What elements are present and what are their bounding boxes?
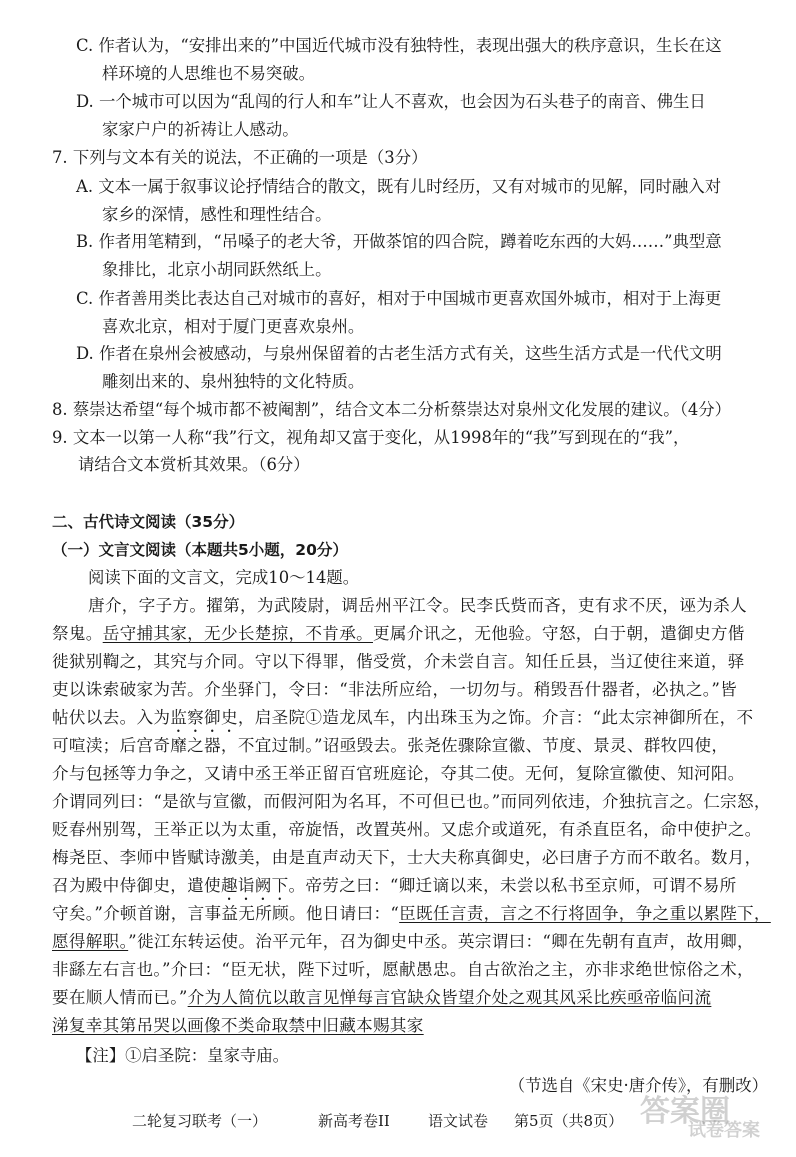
q6-option-d-cont: 家家户户的祈祷让人感动。 <box>102 120 299 139</box>
q7-option-b-cont: 象排比，北京小胡同跃然纸上。 <box>102 260 332 279</box>
passage-line-2: 祭鬼。岳守捕其家，无少长楚掠，不肯承。更属介讯之，无他验。守怒，白于朝，遣御史方偕 <box>52 624 745 643</box>
passage-line-9: 贬春州别驾，王举正以为太重，帝旋悟，改置英州。又虑介或道死，有杀直臣名，命中使护之。 <box>52 820 762 839</box>
q7-option-c-cont: 喜欢北京，相对于厦门更喜欢泉州。 <box>102 317 365 336</box>
watermark-text: 试卷答案 <box>688 1120 760 1141</box>
q7-option-c: C. 作者善用类比表达自己对城市的喜好，相对于中国城市更喜欢国外城市，相对于上海更 <box>76 289 722 308</box>
underlined-sentence-1: 岳守捕其家，无少长楚掠，不肯承。 <box>102 624 373 643</box>
q7-option-a-cont: 家乡的深情，感性和理性结合。 <box>102 205 332 224</box>
q8: 8. 蔡崇达希望“每个城市都不被阉割”，结合文本二分析蔡崇达对泉州文化发展的建议。（4分） <box>52 400 732 419</box>
q9-line2: 请结合文本赏析其效果。（6分） <box>78 455 310 474</box>
reading-instruction: 阅读下面的文言文，完成10～14题。 <box>88 568 360 587</box>
underlined-sentence-3a: 介为人简伉以敢言见惮每言官缺众皆望介处之观其风采比疾亟帝临问流 <box>187 988 712 1007</box>
footer-series: 二轮复习联考（一） <box>132 1112 268 1130</box>
passage-line-8: 介谓同列曰：“是欲与宣徽，而假河阳为名耳，不可但已也。”而同列依违，介独抗言之。仁宗怒， <box>52 792 771 811</box>
passage-line-5: 帖伏以去。入为监察御史，启圣院①造龙凤车，内出珠玉为之饰。介言：“此太宗神御所在，不 <box>52 708 754 727</box>
passage-line-14: 非繇左右言也。”介曰：“臣无状，陛下过听，愿献愚忠。自古欲治之主，亦非求绝世惊俗之术， <box>52 960 754 979</box>
passage-line-12: 守矣。”介顿首谢，言事益无所顾。他日请曰：“臣既任言责，言之不行将固争，争之重以累陛下， <box>52 904 771 923</box>
annotation-note: 【注】①启圣院：皇家寺庙。 <box>76 1046 290 1065</box>
q7-option-d-cont: 雕刻出来的、泉州独特的文化特质。 <box>102 372 365 391</box>
passage-line-1: 唐介，字子方。擢第，为武陵尉，调岳州平江令。民李氏赀而吝，吏有求不厌，诬为杀人 <box>88 596 747 615</box>
footer-page: 第5页（共8页） <box>514 1112 624 1130</box>
q6-option-c: C. 作者认为，“安排出来的”中国近代城市没有独特性，表现出强大的秩序意识，生长在这 <box>76 36 722 55</box>
passage-line-3: 徙狱别鞫之，其究与介同。守以下得罪，偕受赏，介未尝自言。知任丘县，当辽使往来道，驿 <box>52 652 745 671</box>
q6-option-c-cont: 样环境的人思维也不易突破。 <box>102 64 316 83</box>
underlined-sentence-3b: 涕复幸其第吊哭以画像不类命取禁中旧藏本赐其家 <box>52 1016 424 1035</box>
q7-option-b: B. 作者用笔精到，“吊嗓子的老大爷，开做茶馆的四合院，蹲着吃东西的大妈……”典型意 <box>76 232 722 251</box>
passage-line-11: 召为殿中侍御史，遣使趣诣阙下。帝劳之曰：“卿迁谪以来，未尝以私书至京师，可谓不易所 <box>52 876 737 895</box>
passage-line-4: 吏以诛索破家为苦。介坐驿门，令曰：“非法所应给，一切勿与。稍毁吾什器者，必执之。”皆 <box>52 680 738 699</box>
passage-line-6: 可喧渎；后宫奇靡之器，不宜过制。”诏亟毁去。张尧佐骤除宣徽、节度、景灵、群牧四使， <box>52 736 729 755</box>
underlined-sentence-2a: 臣既任言责，言之不行将固争，争之重以累陛下， <box>399 904 771 923</box>
dotted-term-2: 趣诣阙下 <box>220 876 289 895</box>
source-citation: （节选自《宋史·唐介传》，有删改） <box>508 1076 768 1095</box>
watermark-logo: 答案圈 <box>640 1094 730 1129</box>
section-heading: 二、古代诗文阅读（35分） <box>52 513 245 531</box>
footer-subject: 语文试卷 <box>428 1112 489 1130</box>
q9-line1: 9. 文本一以第一人称“我”行文，视角却又富于变化，从1998年的“我”写到现在的“我”， <box>52 428 690 447</box>
underlined-sentence-2b: 愿得解职。 <box>52 932 129 951</box>
passage-line-10: 梅尧臣、李师中皆赋诗激美，由是直声动天下，士大夫称真御史，必曰唐子方而不敢名。数月， <box>52 848 762 867</box>
dotted-term-1: 监察御史 <box>170 708 238 727</box>
q7-stem: 7. 下列与文本有关的说法，不正确的一项是（3分） <box>52 148 428 167</box>
q7-option-a: A. 文本一属于叙事议论抒情结合的散文，既有儿时经历，又有对城市的见解，同时融入对 <box>76 177 722 196</box>
passage-line-13: 愿得解职。”徙江东转运使。治平元年，召为御史中丞。英宗谓曰：“卿在先朝有直声，故用卿， <box>52 932 754 951</box>
subsection-heading: （一）文言文阅读（本题共5小题，20分） <box>52 541 348 559</box>
q7-option-d: D. 作者在泉州会被感动，与泉州保留着的古老生活方式有关，这些生活方式是一代代文明 <box>76 344 722 363</box>
passage-line-7: 介与包拯等力争之，又请中丞王举正留百官班庭论，夺其二使。无何，复除宣徽使、知河阳。 <box>52 764 745 783</box>
q6-option-d: D. 一个城市可以因为“乱闯的行人和车”让人不喜欢，也会因为石头巷子的南音、佛生日 <box>76 92 706 111</box>
passage-line-16 <box>52 1016 424 1036</box>
passage-line-15: 要在顺人情而已。”介为人简伉以敢言见惮每言官缺众皆望介处之观其风采比疾亟帝临问流 <box>52 988 712 1007</box>
footer-exam: 新高考卷II <box>318 1112 390 1130</box>
